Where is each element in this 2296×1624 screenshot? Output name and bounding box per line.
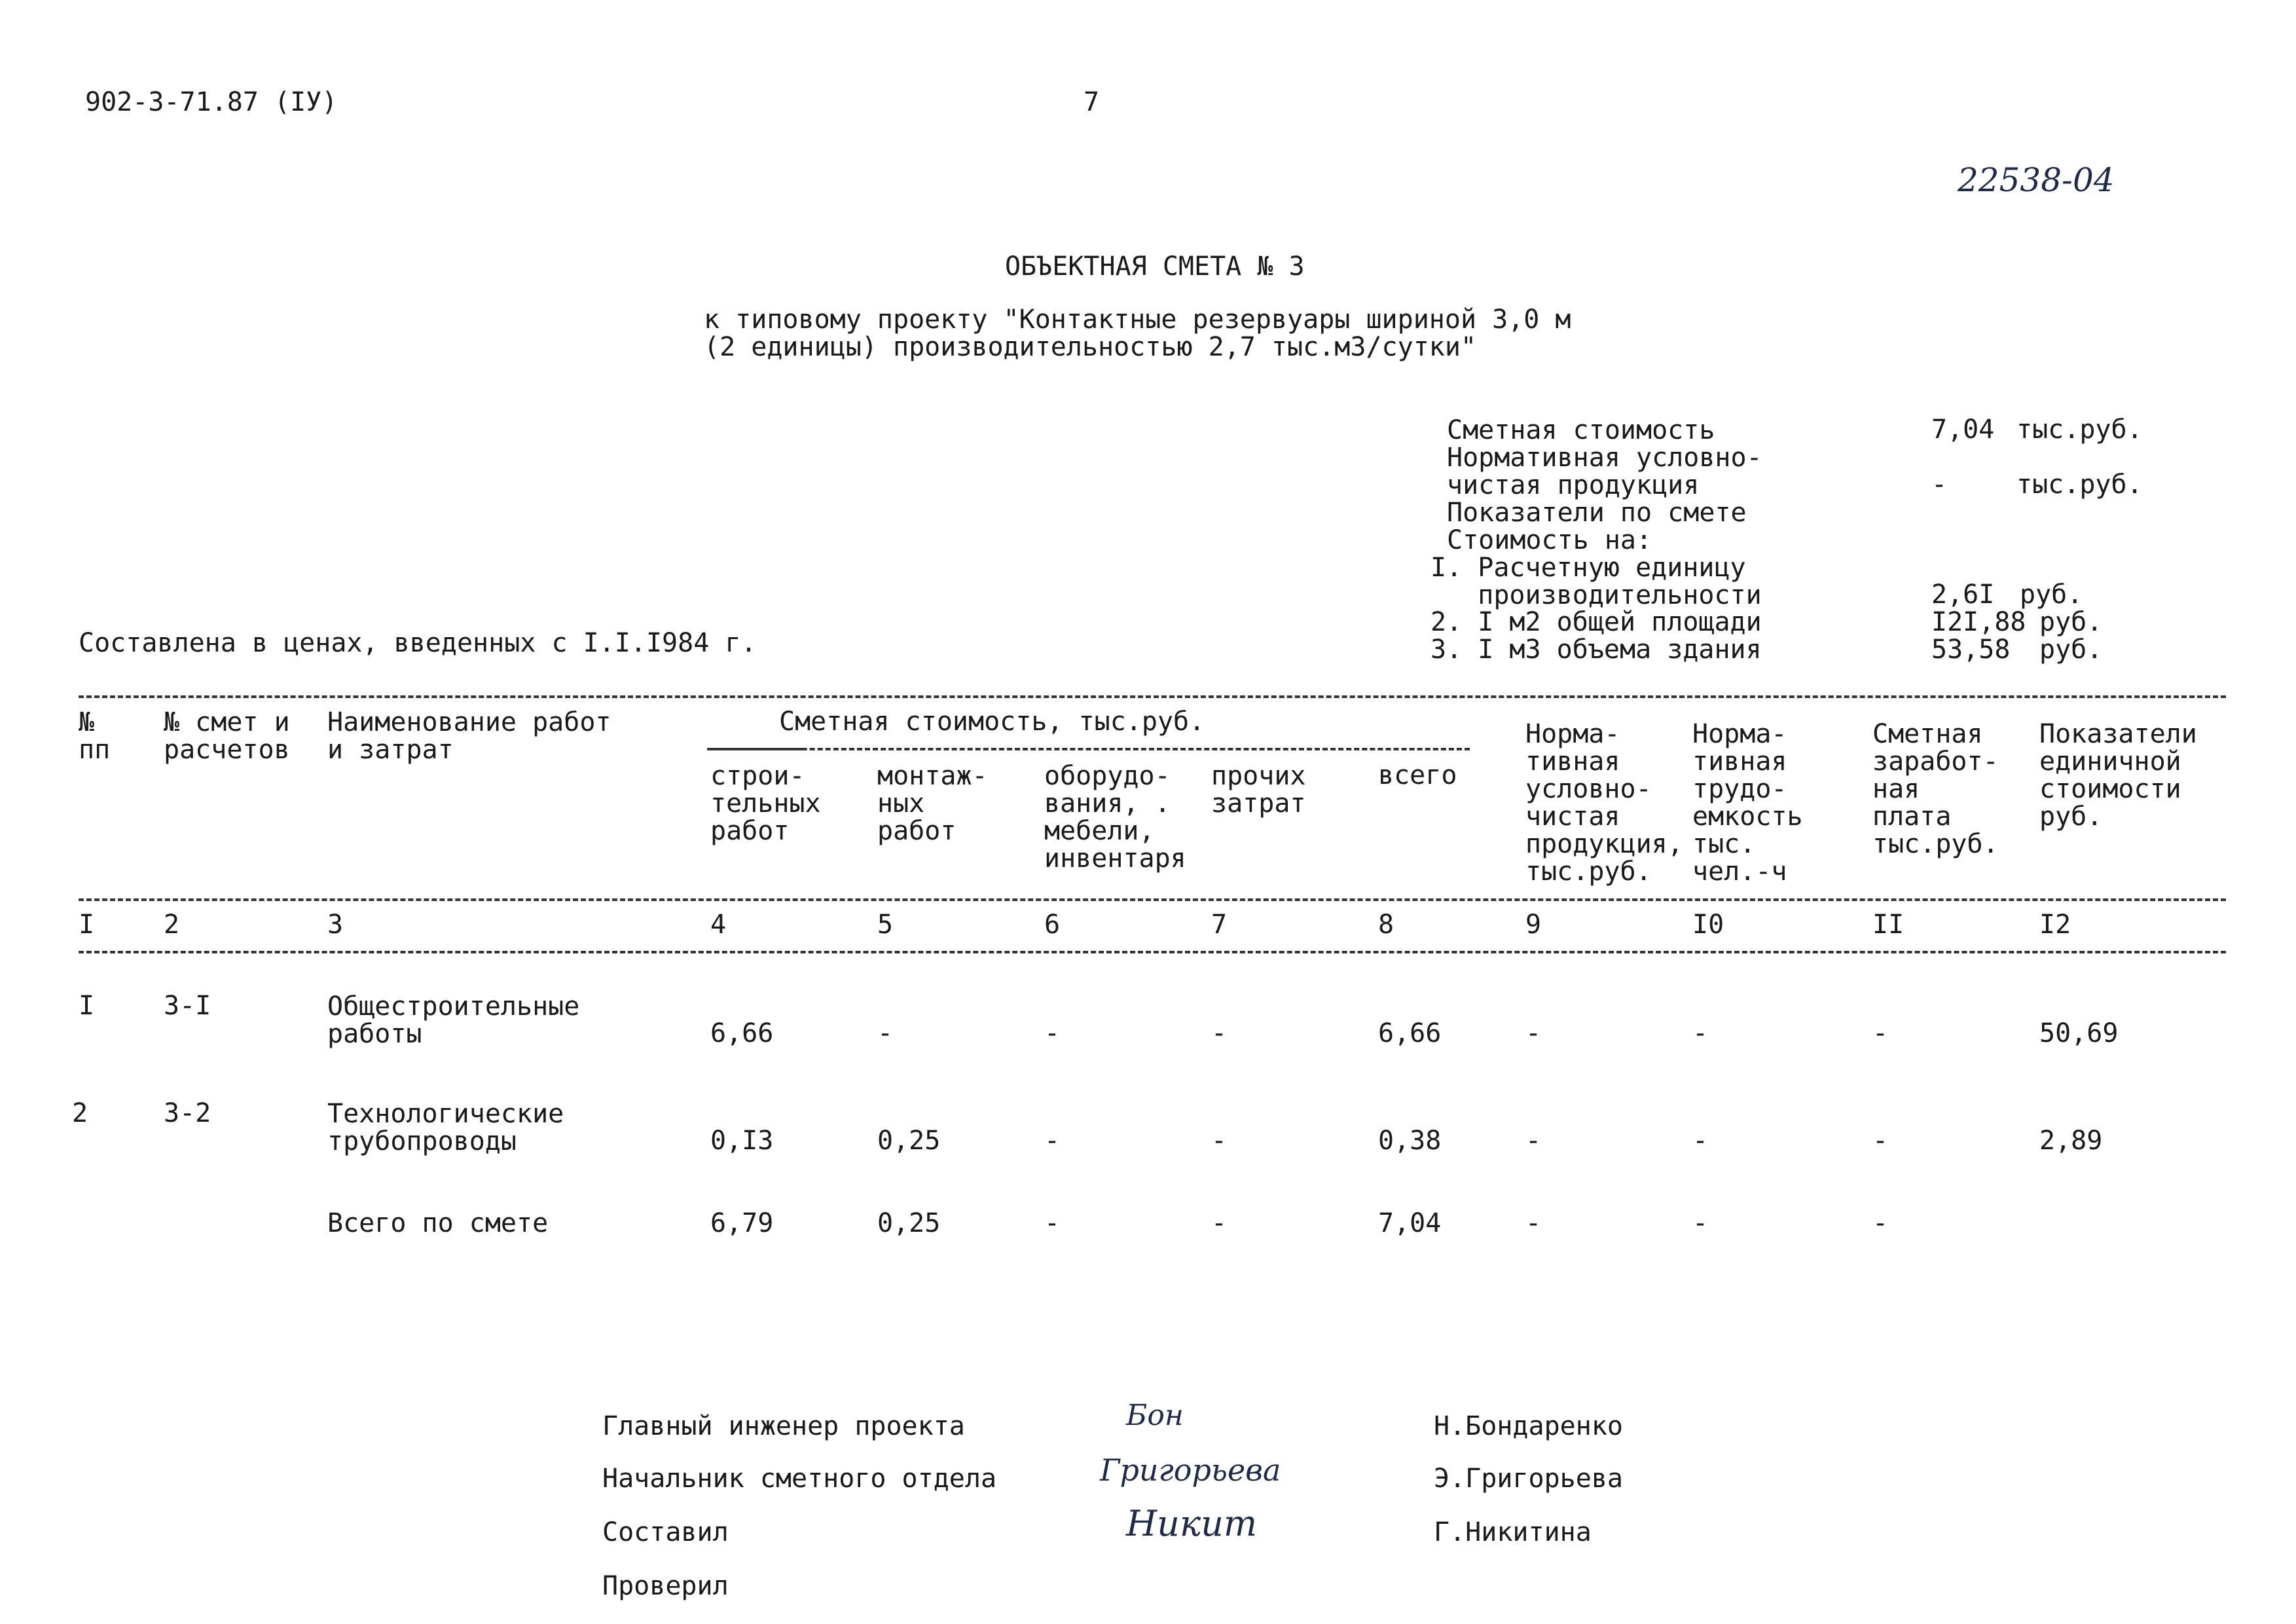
table-cell-other: -: [1211, 1126, 1228, 1156]
header-row-number: № пп: [79, 707, 111, 765]
document-title: ОБЪЕКТНАЯ СМЕТА № 3: [1005, 251, 1305, 282]
table-cell-installation: -: [877, 1018, 894, 1048]
indicator-2-value: I2I,88: [1931, 607, 2026, 637]
indicator-3-value: 53,58: [1931, 635, 2011, 665]
header-installation: монтаж- ных работ: [877, 761, 988, 846]
signature-name-compiled-by: Г.Никитина: [1434, 1517, 1592, 1547]
indicator-1-value: 2,6I: [1931, 580, 1995, 610]
column-number: 3: [327, 910, 344, 940]
table-cell-row-number: I: [79, 991, 95, 1021]
prices-note: Составлена в ценах, введенных с I.I.I984 г.: [79, 628, 757, 658]
table-cell-wages: -: [1872, 1018, 1889, 1048]
column-number: 7: [1211, 910, 1228, 940]
column-number: 4: [710, 910, 727, 940]
column-number: 5: [877, 910, 894, 940]
table-cell-unit-cost: 50,69: [2039, 1018, 2119, 1048]
totals-equipment: -: [1044, 1208, 1061, 1238]
table-cell-construction: 0,I3: [710, 1126, 774, 1156]
summary-item-3: 3. I м3 объема здания: [1430, 635, 1762, 665]
column-numbers-rule: [79, 951, 2226, 953]
table-cell-total: 6,66: [1378, 1018, 1442, 1048]
signature-role-chief-engineer: Главный инженер проекта: [602, 1411, 965, 1441]
table-top-rule: [79, 695, 2226, 698]
totals-labor: -: [1692, 1208, 1709, 1238]
page-number: 7: [1084, 87, 1100, 117]
table-cell-estimate: 3-I: [164, 991, 211, 1021]
column-number: I0: [1692, 910, 1724, 940]
table-cell-construction: 6,66: [710, 1018, 774, 1048]
totals-label: Всего по смете: [327, 1208, 549, 1238]
signature-role-compiled-by: Составил: [602, 1517, 729, 1547]
header-unit-cost-indicators: Показатели единичной стоимости руб.: [2039, 719, 2197, 832]
summary-item-2: 2. I м2 общей площади: [1430, 607, 1762, 637]
table-cell-normative: -: [1525, 1126, 1542, 1156]
table-cell-equipment: -: [1044, 1126, 1061, 1156]
table-cell-labor: -: [1692, 1126, 1709, 1156]
signature-name-estimates-head: Э.Григорьева: [1434, 1464, 1623, 1494]
column-number: 6: [1044, 910, 1061, 940]
header-estimated-wages: Сметная заработ- ная плата тыс.руб.: [1872, 719, 1999, 859]
totals-normative: -: [1525, 1208, 1542, 1238]
handwritten-signature: Никит: [1126, 1503, 1258, 1544]
table-cell-normative: -: [1525, 1018, 1542, 1048]
header-construction: строи- тельных работ: [710, 761, 821, 846]
subtitle-line-1: к типовому проекту "Контактные резервуары шириной 3,0 м: [704, 304, 1571, 335]
signature-name-chief-engineer: Н.Бондаренко: [1434, 1411, 1623, 1441]
signature-role-estimates-head: Начальник сметного отдела: [602, 1464, 997, 1494]
header-cost-group: Сметная стоимость, тыс.руб.: [779, 707, 1205, 737]
indicator-3-unit: руб.: [2039, 635, 2103, 665]
table-cell-installation: 0,25: [877, 1126, 941, 1156]
column-number: I: [79, 910, 95, 940]
estimated-cost-value: 7,04: [1931, 415, 1995, 445]
table-cell-work-name: Технологические трубопроводы: [327, 1099, 564, 1156]
indicator-1-unit: руб.: [2020, 580, 2083, 610]
inventory-stamp: 22538-04: [1958, 161, 2115, 199]
handwritten-signature: Бон: [1126, 1399, 1184, 1432]
header-labor-intensity: Норма- тивная трудо- емкость тыс. чел.-ч: [1692, 719, 1803, 887]
totals-other: -: [1211, 1208, 1228, 1238]
summary-labels: Сметная стоимость Нормативная условно- чистая продукция Показатели по смете Стоимость на:: [1447, 415, 1762, 555]
cost-group-rule: [707, 748, 1470, 750]
table-cell-total: 0,38: [1378, 1126, 1442, 1156]
totals-total: 7,04: [1378, 1208, 1442, 1238]
header-normative-net-product: Норма- тивная условно- чистая продукция, тыс.руб.: [1525, 719, 1683, 887]
header-bottom-rule: [79, 898, 2226, 901]
table-cell-other: -: [1211, 1018, 1228, 1048]
header-total: всего: [1378, 760, 1457, 790]
document-code: 902-3-71.87 (IУ): [85, 87, 338, 117]
header-other-costs: прочих затрат: [1211, 761, 1306, 819]
table-cell-estimate: 3-2: [164, 1098, 211, 1128]
column-number: II: [1872, 910, 1904, 940]
table-cell-wages: -: [1872, 1126, 1889, 1156]
table-cell-work-name: Общестроительные работы: [327, 991, 580, 1049]
column-number: 8: [1378, 910, 1394, 940]
table-cell-row-number: 2: [72, 1098, 88, 1128]
column-number: 9: [1525, 910, 1542, 940]
signature-role-checked-by: Проверил: [602, 1571, 729, 1601]
net-product-unit: тыс.руб.: [2016, 470, 2143, 500]
handwritten-signature: Григорьева: [1100, 1452, 1281, 1488]
table-cell-equipment: -: [1044, 1018, 1061, 1048]
totals-construction: 6,79: [710, 1208, 774, 1238]
cost-group-rule-start: [707, 748, 805, 750]
column-number: I2: [2039, 910, 2071, 940]
totals-installation: 0,25: [877, 1208, 941, 1238]
summary-item-1: I. Расчетную единицу производительности: [1430, 553, 1762, 610]
table-cell-unit-cost: 2,89: [2039, 1126, 2103, 1156]
estimated-cost-unit: тыс.руб.: [2016, 415, 2143, 445]
net-product-value: -: [1931, 470, 1948, 500]
totals-wages: -: [1872, 1208, 1889, 1238]
indicator-2-unit: руб.: [2039, 607, 2103, 637]
header-work-name: Наименование работ и затрат: [327, 707, 611, 765]
header-equipment: оборудо- вания, . мебели, инвентаря: [1044, 761, 1186, 874]
header-estimate-number: № смет и расчетов: [164, 707, 290, 765]
subtitle-line-2: (2 единицы) производительностью 2,7 тыс.м3/сутки": [704, 332, 1477, 362]
table-cell-labor: -: [1692, 1018, 1709, 1048]
column-number: 2: [164, 910, 180, 940]
